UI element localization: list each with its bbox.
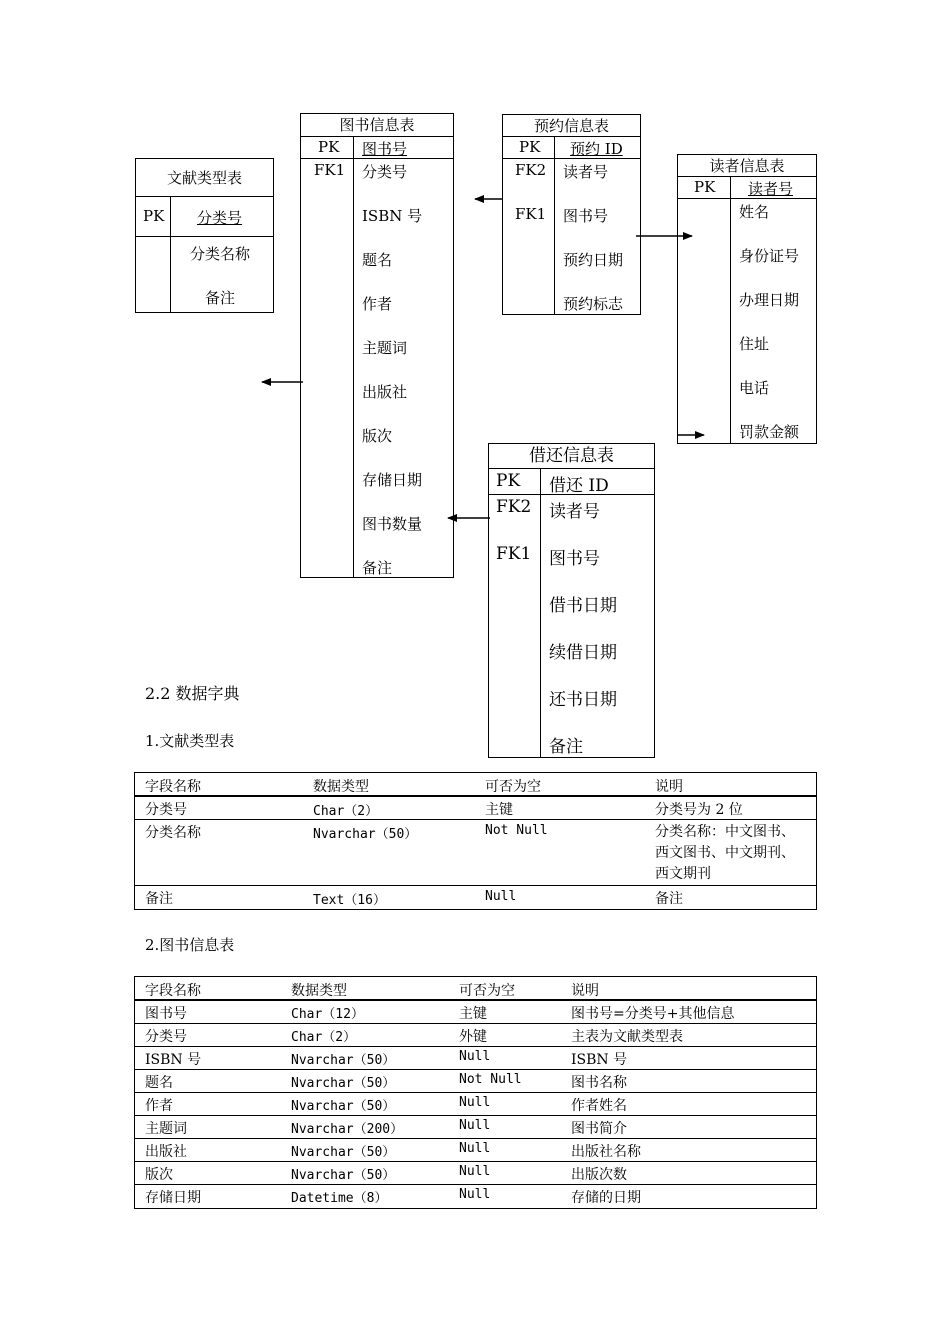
cell: 作者姓名 <box>571 1098 627 1114</box>
field: 题名 <box>362 251 393 269</box>
cell: Nvarchar（50） <box>291 1099 396 1114</box>
field: 姓名 <box>739 203 770 221</box>
cell: 题名 <box>145 1075 173 1091</box>
pk-field: 借还 ID <box>549 476 609 496</box>
cell: Not Null <box>459 1072 522 1087</box>
cell: Nvarchar（200） <box>291 1122 404 1137</box>
field: 出版社 <box>362 383 408 401</box>
cell: Null <box>459 1141 491 1156</box>
cell: 图书名称 <box>571 1075 627 1091</box>
fk-label: FK1 <box>314 161 346 179</box>
fk-label: FK2 <box>515 161 547 179</box>
pk-label: PK <box>496 471 521 491</box>
table1-caption: 1.文献类型表 <box>145 732 235 750</box>
table-row <box>135 1093 816 1116</box>
table-row <box>135 1162 816 1185</box>
cell: ISBN 号 <box>571 1052 628 1068</box>
cell: 作者 <box>145 1098 173 1114</box>
cell: Nvarchar（50） <box>291 1076 396 1091</box>
field: 预约标志 <box>563 295 624 313</box>
cell: 主键 <box>485 802 513 818</box>
cell: 存储的日期 <box>571 1190 641 1206</box>
field: 电话 <box>739 379 770 397</box>
fk-label: FK2 <box>496 497 532 517</box>
dict-table-tushu <box>134 976 817 1209</box>
table-row <box>135 1070 816 1093</box>
cell: Nvarchar（50） <box>291 1053 396 1068</box>
cell: 分类号为 2 位 <box>655 802 743 818</box>
table-row <box>135 1139 816 1162</box>
field: 图书号 <box>549 549 600 569</box>
pk-label: PK <box>694 178 716 196</box>
field: 借书日期 <box>549 596 617 616</box>
table-row <box>135 1047 816 1070</box>
cell: Null <box>459 1118 491 1133</box>
cell: Char（2） <box>291 1030 357 1045</box>
field: 预约日期 <box>563 251 624 269</box>
table-row <box>135 797 816 820</box>
cell: Null <box>485 889 517 904</box>
field: 备注 <box>549 737 583 757</box>
cell: 图书简介 <box>571 1121 627 1137</box>
cell: Null <box>459 1049 491 1064</box>
entity-title: 读者信息表 <box>678 155 816 177</box>
field: 分类号 <box>362 163 408 181</box>
cell: 存储日期 <box>145 1190 201 1206</box>
pk-field: 分类号 <box>197 209 243 227</box>
cell: 主键 <box>459 1006 487 1022</box>
cell: 出版社 <box>145 1144 187 1160</box>
field: 备注 <box>205 289 236 307</box>
cell: 备注 <box>655 891 683 907</box>
entity-title: 文献类型表 <box>136 159 273 197</box>
field: 作者 <box>362 295 393 313</box>
field: 图书号 <box>563 207 609 225</box>
cell: 版次 <box>145 1167 173 1183</box>
table-row <box>135 886 816 909</box>
section-heading: 2.2 数据字典 <box>145 684 240 703</box>
pk-label: PK <box>143 207 165 225</box>
table2-caption: 2.图书信息表 <box>145 936 235 954</box>
cell: 分类名称 <box>145 825 201 841</box>
entity-title: 图书信息表 <box>301 114 453 137</box>
table-row <box>135 1024 816 1047</box>
field: 续借日期 <box>549 643 617 663</box>
table-row <box>135 1185 816 1208</box>
field: 还书日期 <box>549 690 617 710</box>
table-row <box>135 820 816 886</box>
pk-label: PK <box>519 138 541 156</box>
table-row <box>135 1116 816 1139</box>
field: 图书数量 <box>362 515 423 533</box>
entity-title: 借还信息表 <box>489 444 654 469</box>
cell: Null <box>459 1095 491 1110</box>
cell: Nvarchar（50） <box>313 827 418 842</box>
field: 罚款金额 <box>739 423 800 441</box>
cell: 主表为文献类型表 <box>571 1029 683 1045</box>
field: 读者号 <box>563 163 609 181</box>
cell: 备注 <box>145 891 173 907</box>
cell: 外键 <box>459 1029 487 1045</box>
header-cell: 数据类型 <box>313 779 369 795</box>
pk-field: 图书号 <box>362 140 408 158</box>
cell: Not Null <box>485 823 548 838</box>
field: 备注 <box>362 559 393 577</box>
cell: 分类号 <box>145 802 187 818</box>
cell: 出版社名称 <box>571 1144 641 1160</box>
pk-field: 预约 ID <box>570 140 623 158</box>
cell: 分类名称：中文图书、 西文图书、中文期刊、 西文期刊 <box>655 824 795 882</box>
cell: 分类号 <box>145 1029 187 1045</box>
fk-label: FK1 <box>496 544 532 564</box>
table-header-row <box>135 977 816 1001</box>
cell: Nvarchar（50） <box>291 1168 396 1183</box>
pk-label: PK <box>318 138 340 156</box>
cell: Null <box>459 1187 491 1202</box>
field: 主题词 <box>362 339 408 357</box>
field: 分类名称 <box>190 245 251 263</box>
cell: Nvarchar（50） <box>291 1145 396 1160</box>
field: ISBN 号 <box>362 207 423 225</box>
header-cell: 字段名称 <box>145 779 201 795</box>
header-cell: 字段名称 <box>145 983 201 999</box>
table-row <box>135 1001 816 1024</box>
cell: 图书号=分类号+其他信息 <box>571 1006 735 1022</box>
cell: Null <box>459 1164 491 1179</box>
dict-table-wenxian <box>134 772 817 910</box>
entity-title: 预约信息表 <box>503 115 640 137</box>
table-header-row <box>135 773 816 797</box>
header-cell: 可否为空 <box>459 983 515 999</box>
header-cell: 可否为空 <box>485 779 541 795</box>
field: 办理日期 <box>739 291 800 309</box>
cell: Char（2） <box>313 804 379 819</box>
field: 读者号 <box>549 502 600 522</box>
field: 身份证号 <box>739 247 800 265</box>
cell: Datetime（8） <box>291 1191 388 1206</box>
fk-label: FK1 <box>515 205 547 223</box>
header-cell: 说明 <box>655 779 683 795</box>
field: 住址 <box>739 335 770 353</box>
field: 版次 <box>362 427 393 445</box>
pk-field: 读者号 <box>748 180 794 198</box>
field: 存储日期 <box>362 471 423 489</box>
cell: 出版次数 <box>571 1167 627 1183</box>
cell: ISBN 号 <box>145 1052 202 1068</box>
cell: 主题词 <box>145 1121 187 1137</box>
cell: Text（16） <box>313 893 386 908</box>
header-cell: 数据类型 <box>291 983 347 999</box>
header-cell: 说明 <box>571 983 599 999</box>
cell: 图书号 <box>145 1006 187 1022</box>
cell: Char（12） <box>291 1007 364 1022</box>
